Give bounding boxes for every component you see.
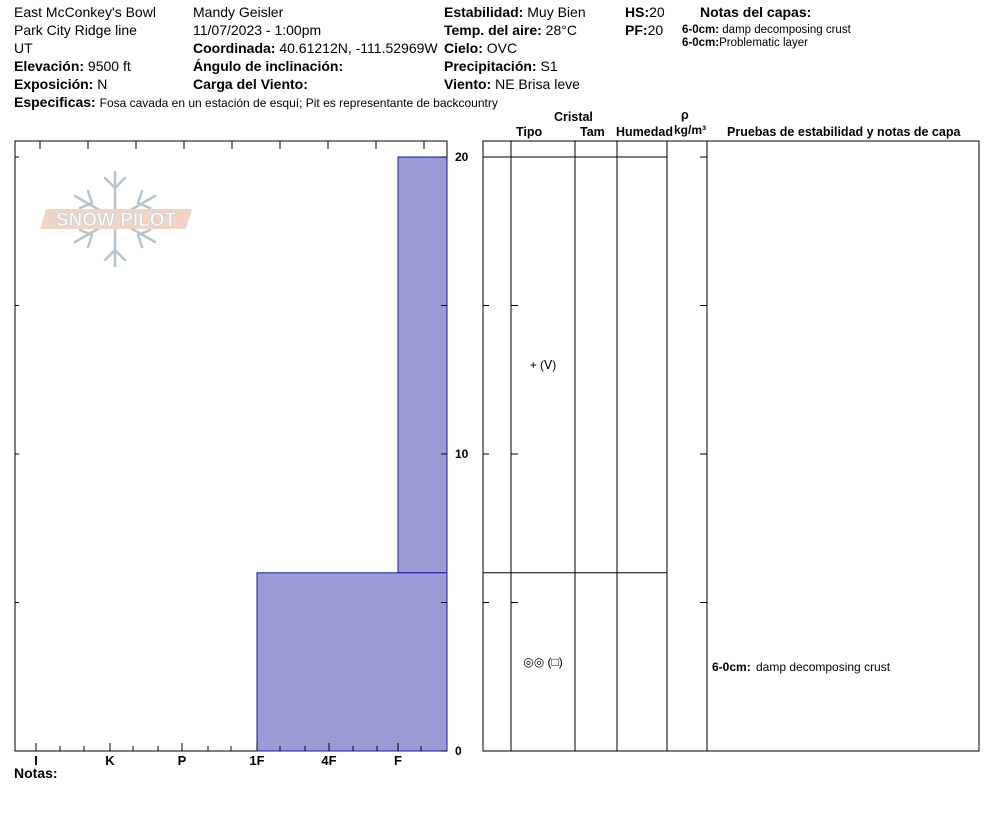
sky-label: Cielo: xyxy=(444,40,483,56)
crystal-header: Cristal xyxy=(554,110,593,124)
elevation-label: Elevación: xyxy=(14,58,85,74)
windload-label: Carga del Viento: xyxy=(193,76,308,92)
layer-note-depth: 6-0cm: xyxy=(682,37,720,49)
x-tick-label: F xyxy=(394,753,402,768)
layer-note-depth: 6-0cm: xyxy=(682,24,720,36)
aspect-label: Exposición: xyxy=(14,76,94,92)
layer-notes-title: Notas del capas: xyxy=(700,4,812,20)
y-tick-label: 10 xyxy=(455,447,469,461)
specifics-label: Especificas: xyxy=(14,94,96,110)
wind-value: NE Brisa leve xyxy=(495,76,580,92)
layer-note-text: Problematic layer xyxy=(719,37,808,49)
grain-type-symbol: ◎◎ (□) xyxy=(523,654,563,669)
coordinate-value: 40.61212N, -111.52969W xyxy=(279,40,438,56)
x-tick-label: I xyxy=(34,753,38,768)
snowpilot-logo xyxy=(40,172,192,266)
precip-value: S1 xyxy=(540,58,558,74)
y-tick-label: 0 xyxy=(455,744,462,758)
site-range: Park City Ridge line xyxy=(14,22,137,38)
hs-value: 20 xyxy=(649,4,665,20)
x-tick-label: 1F xyxy=(249,753,265,768)
svg-text:SNOW PILOT: SNOW PILOT xyxy=(55,210,177,231)
hardness-bar xyxy=(257,573,447,751)
notes-footer-label: Notas: xyxy=(14,765,58,781)
x-tick-label: K xyxy=(105,753,115,768)
grain-type-symbol: + (ⴸ) xyxy=(529,357,557,372)
slope-label: Ángulo de inclinación: xyxy=(193,58,344,74)
aspect-value: N xyxy=(97,76,108,92)
elevation-value: 9500 ft xyxy=(87,58,131,74)
precip-label: Precipitación: xyxy=(444,58,537,74)
sky-value: OVC xyxy=(486,40,518,56)
hardness-bar xyxy=(398,157,447,573)
layer-note-text: damp decomposing crust xyxy=(756,660,891,674)
observation-datetime: 11/07/2023 - 1:00pm xyxy=(193,22,322,38)
observer-name: Mandy Geisler xyxy=(193,4,284,20)
moisture-header: Humedad xyxy=(616,125,673,139)
airtemp-label: Temp. del aire: xyxy=(444,22,542,38)
tests-header: Pruebas de estabilidad y notas de capa xyxy=(727,125,961,139)
rho-header: ρ xyxy=(681,108,689,122)
pf-label: PF: xyxy=(625,22,648,38)
site-name: East McConkey's Bowl xyxy=(14,4,156,20)
density-unit: kg/m³ xyxy=(674,123,707,137)
y-tick-label: 20 xyxy=(455,150,469,164)
pf-value: 20 xyxy=(647,22,664,38)
layer-note-text: damp decomposing crust xyxy=(722,24,851,36)
specifics-value: Fosa cavada en un estación de esquí; Pit es representante de backcountry xyxy=(99,96,498,110)
layer-note-depth: 6-0cm: xyxy=(712,660,751,674)
type-header: Tipo xyxy=(516,125,543,139)
hs-label: HS: xyxy=(625,4,650,20)
airtemp-value: 28°C xyxy=(545,22,577,38)
stability-label: Estabilidad: xyxy=(444,4,524,20)
x-tick-label: P xyxy=(177,753,187,768)
site-state: UT xyxy=(14,40,33,56)
stability-value: Muy Bien xyxy=(527,4,586,20)
size-header: Tam xyxy=(580,125,605,139)
coordinate-label: Coordinada: xyxy=(193,40,276,56)
x-tick-label: 4F xyxy=(321,753,337,768)
wind-label: Viento: xyxy=(444,76,492,92)
